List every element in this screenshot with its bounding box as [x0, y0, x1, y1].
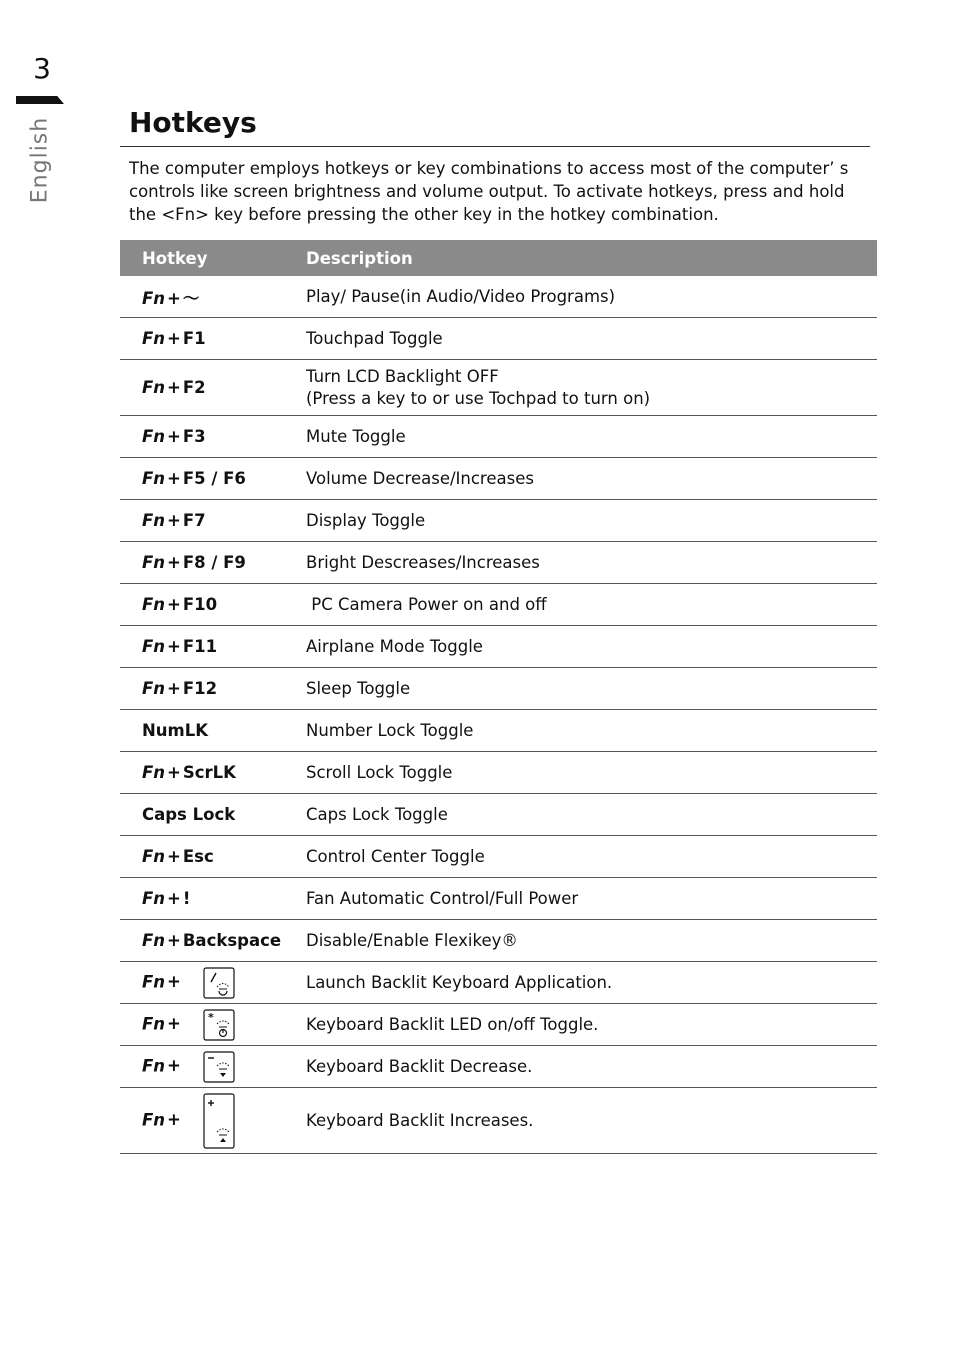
header-description: Description — [306, 240, 877, 276]
hotkey-cell — [120, 458, 306, 500]
hotkey-cell — [120, 626, 306, 668]
plus-sign: + — [167, 679, 181, 698]
key-label: F8 / F9 — [182, 553, 246, 572]
description-cell: Launch Backlit Keyboard Application. — [306, 962, 877, 1004]
description-cell — [306, 360, 877, 416]
plus-sign: + — [167, 427, 181, 446]
plus-sign: + — [167, 847, 181, 866]
description-cell: Scroll Lock Toggle — [306, 752, 877, 794]
description-cell: Number Lock Toggle — [306, 710, 877, 752]
plus-sign: + — [167, 972, 181, 991]
fn-label: Fn — [142, 679, 166, 698]
hotkey-cell — [120, 962, 306, 1004]
description-line: Turn LCD Backlight OFF — [306, 366, 499, 386]
fn-label: Fn — [142, 931, 166, 950]
header-hotkey: Hotkey — [120, 240, 306, 276]
table-row — [120, 794, 877, 836]
slash-backlight-key-icon — [203, 967, 235, 999]
hotkey-cell — [120, 752, 306, 794]
key-label: ! — [182, 889, 191, 908]
key-label: F1 — [182, 329, 206, 348]
table-row — [120, 710, 877, 752]
table-row — [120, 626, 877, 668]
table-row — [120, 1088, 877, 1154]
hotkey-cell — [120, 668, 306, 710]
table-row — [120, 416, 877, 458]
key-label: Esc — [182, 847, 214, 866]
fn-label: Fn — [142, 889, 166, 908]
fn-label: Fn — [142, 469, 166, 488]
description-cell: Sleep Toggle — [306, 668, 877, 710]
plus-sign: + — [167, 931, 181, 950]
description-cell: Touchpad Toggle — [306, 318, 877, 360]
description-cell: Disable/Enable Flexikey® — [306, 920, 877, 962]
star-backlight-power-key-icon — [203, 1009, 235, 1041]
description-cell: Control Center Toggle — [306, 836, 877, 878]
intro-paragraph: The computer employs hotkeys or key combinations to access most of the computer’ s controls like screen brightness and volume output. To activate hotkeys, press and hold the <Fn> key before pressing the other key in the hotkey combination. — [129, 159, 849, 224]
hotkey-cell — [120, 878, 306, 920]
plus-sign: + — [167, 1014, 181, 1033]
description-cell: Mute Toggle — [306, 416, 877, 458]
fn-label: Fn — [142, 427, 166, 446]
fn-label: Fn — [142, 1110, 166, 1129]
description-cell: Volume Decrease/Increases — [306, 458, 877, 500]
language-label: English — [27, 116, 53, 204]
description-cell: Display Toggle — [306, 500, 877, 542]
fn-label: Fn — [142, 595, 166, 614]
hotkey-cell — [120, 500, 306, 542]
description-note: (Press a key to or use Tochpad to turn on) — [306, 388, 651, 408]
hotkey-cell — [120, 318, 306, 360]
table-row — [120, 318, 877, 360]
table-row — [120, 920, 877, 962]
fn-label: Fn — [142, 288, 166, 308]
table-row — [120, 752, 877, 794]
key-label: F10 — [182, 595, 218, 614]
key-label: F5 / F6 — [182, 469, 246, 488]
key-label: F12 — [182, 679, 218, 698]
fn-label: Fn — [142, 637, 166, 656]
plus-sign: + — [167, 637, 181, 656]
hotkey-cell — [120, 1088, 306, 1154]
description-cell: Bright Descreases/Increases — [306, 542, 877, 584]
description-cell: Caps Lock Toggle — [306, 794, 877, 836]
key-label: F11 — [182, 637, 218, 656]
table-row — [120, 458, 877, 500]
minus-backlight-key-icon — [203, 1051, 235, 1083]
table-row — [120, 1046, 877, 1088]
plus-sign: + — [167, 553, 181, 572]
hotkey-table — [120, 240, 877, 1154]
fn-label: Fn — [142, 847, 166, 866]
plus-sign: + — [167, 763, 181, 782]
description-cell: Keyboard Backlit LED on/off Toggle. — [306, 1004, 877, 1046]
plus-sign: + — [167, 288, 181, 308]
plus-sign: + — [167, 511, 181, 530]
key-label: ～ — [182, 288, 200, 308]
description-cell: Airplane Mode Toggle — [306, 626, 877, 668]
hotkey-cell — [120, 1004, 306, 1046]
plus-sign: + — [167, 1110, 181, 1129]
page-title: Hotkeys — [129, 106, 257, 139]
description-cell: PC Camera Power on and off — [306, 584, 877, 626]
title-divider — [120, 146, 870, 147]
table-row — [120, 584, 877, 626]
table-row — [120, 836, 877, 878]
hotkey-cell — [120, 276, 306, 318]
plus-sign: + — [167, 889, 181, 908]
section-tab-marker — [16, 96, 64, 104]
fn-label: Fn — [142, 763, 166, 782]
table-header-row — [120, 240, 877, 276]
table-row — [120, 542, 877, 584]
fn-label: Fn — [142, 378, 166, 397]
hotkey-cell — [120, 836, 306, 878]
key-label: Caps Lock — [142, 805, 236, 824]
key-label: F2 — [182, 378, 206, 397]
description-cell: Keyboard Backlit Decrease. — [306, 1046, 877, 1088]
plus-sign: + — [167, 378, 181, 397]
plus-sign: + — [167, 1056, 181, 1075]
key-label: ScrLK — [182, 763, 236, 782]
hotkey-cell — [120, 710, 306, 752]
key-label: F3 — [182, 427, 206, 446]
table-row — [120, 668, 877, 710]
fn-label: Fn — [142, 972, 166, 991]
hotkey-cell — [120, 584, 306, 626]
fn-label: Fn — [142, 553, 166, 572]
fn-label: Fn — [142, 329, 166, 348]
fn-label: Fn — [142, 1014, 166, 1033]
table-row — [120, 1004, 877, 1046]
svg-text:*: * — [207, 1010, 214, 1024]
hotkey-cell — [120, 920, 306, 962]
fn-label: Fn — [142, 1056, 166, 1075]
table-row — [120, 962, 877, 1004]
table-row — [120, 360, 877, 416]
hotkey-cell — [120, 360, 306, 416]
fn-label: Fn — [142, 511, 166, 530]
key-label: Backspace — [182, 931, 282, 950]
page-number: 3 — [33, 52, 51, 85]
plus-backlight-key-icon — [203, 1093, 235, 1149]
hotkey-cell — [120, 794, 306, 836]
key-label: F7 — [182, 511, 206, 530]
hotkey-cell — [120, 416, 306, 458]
key-label: NumLK — [142, 721, 209, 740]
table-row — [120, 500, 877, 542]
hotkey-cell — [120, 1046, 306, 1088]
table-row — [120, 276, 877, 318]
description-cell: Fan Automatic Control/Full Power — [306, 878, 877, 920]
plus-sign: + — [167, 469, 181, 488]
description-cell: Keyboard Backlit Increases. — [306, 1088, 877, 1154]
table-row — [120, 878, 877, 920]
plus-sign: + — [167, 595, 181, 614]
description-cell: Play/ Pause(in Audio/Video Programs) — [306, 276, 877, 318]
plus-sign: + — [167, 329, 181, 348]
hotkey-cell — [120, 542, 306, 584]
